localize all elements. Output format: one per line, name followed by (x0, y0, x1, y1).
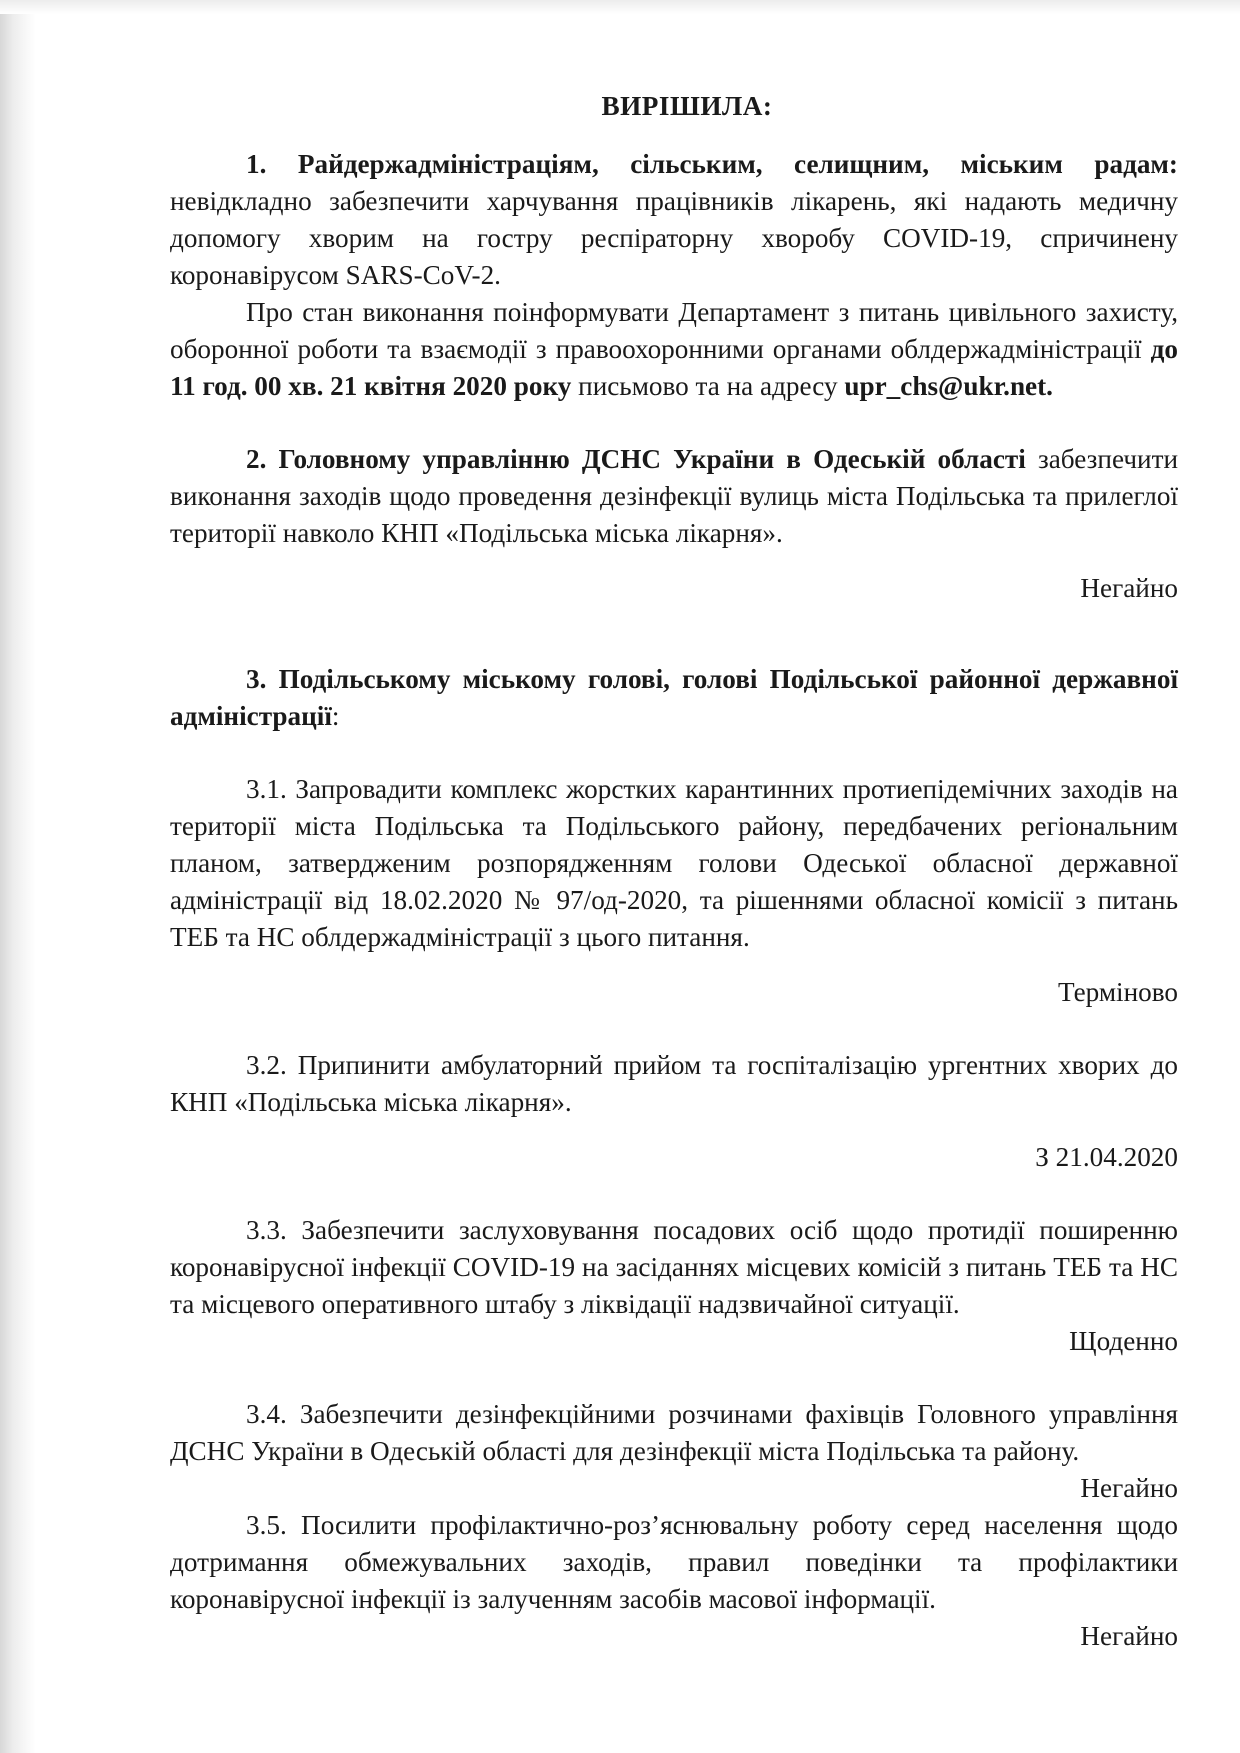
item-3-2-term: З 21.04.2020 (1035, 1142, 1178, 1172)
item-2-title: 2. Головному управлінню ДСНС України в Одеській області (246, 444, 1026, 474)
item-3-colon: : (331, 701, 340, 731)
item-3-5-term: Негайно (1080, 1621, 1178, 1651)
item-3-1-term: Терміново (1058, 977, 1178, 1007)
item-1-report-text-2: письмово та на адресу (571, 371, 845, 401)
item-3-title: 3. Подільському міському голові, голові Подільської районної державної адміністрації (170, 664, 1178, 731)
decision-heading: ВИРІШИЛА: (601, 91, 773, 121)
item-3-3-term: Щоденно (1069, 1326, 1178, 1356)
item-1-report-paragraph (170, 294, 1178, 405)
item-3-2-paragraph: 3.2. Припинити амбулаторний прийом та госпіталізацію ургентних хворих до КНП «Подільська міська лікарня». (170, 1050, 1178, 1117)
item-1-text: невідкладно забезпечити харчування працівників лікарень, які надають медичну допомогу хворим на гостру респіраторну хворобу COVID-19, спричинену коронавірусом SARS-CoV-2. (170, 186, 1178, 290)
item-3-4-paragraph: 3.4. Забезпечити дезінфекційними розчинами фахівців Головного управління ДСНС України в Одеській області для дезінфекції міста Подільська та району. (170, 1399, 1178, 1466)
item-3-4-term: Негайно (1080, 1473, 1178, 1503)
item-2-paragraph (170, 441, 1178, 552)
item-2-text: забезпечити виконання заходів щодо проведення дезінфекції вулиць міста Подільська та прилеглої території навколо КНП «Подільська міська лікарня». (170, 444, 1178, 548)
item-3-paragraph (170, 661, 1178, 735)
item-1-email: upr_chs@ukr.net. (844, 371, 1053, 401)
item-3-1-paragraph: 3.1. Запровадити комплекс жорстких карантинних протиепідемічних заходів на території міста Подільська та Подільського району, передбачених регіональним планом, затвердженим розпорядженням голови Одеської обласної державної адміністрації від 18.02.2020 № 97/од-2020, та рішеннями обласної комісії з питань ТЕБ та НС облдержадміністрації з цього питання. (170, 774, 1178, 952)
document-page (170, 88, 1178, 1655)
item-3-5-paragraph: 3.5. Посилити профілактично-роз’яснювальну роботу серед населення щодо дотримання обмежувальних заходів, правил поведінки та профілактики коронавірусної інфекції із залученням засобів масової інформації. (170, 1510, 1178, 1614)
item-2-term: Негайно (1080, 573, 1178, 603)
item-1-deadline: до 11 год. 00 хв. 21 квітня 2020 року (170, 334, 1178, 401)
scan-shadow-left (0, 0, 36, 1753)
item-3-3-paragraph: 3.3. Забезпечити заслуховування посадових осіб щодо протидії поширенню коронавірусної інфекції COVID-19 на засіданнях місцевих комісій з питань ТЕБ та НС та місцевого оперативного штабу з ліквідації надзвичайної ситуації. (170, 1215, 1178, 1319)
item-1-report-text: Про стан виконання поінформувати Департамент з питань цивільного захисту, оборонної роботи та взаємодії з правоохоронними органами облдержадміністрації (170, 297, 1178, 364)
item-1-title: 1. Райдержадміністраціям, сільським, селищним, міським радам: (246, 149, 1178, 179)
item-1-paragraph (170, 146, 1178, 294)
scan-shadow-top (0, 0, 1240, 14)
